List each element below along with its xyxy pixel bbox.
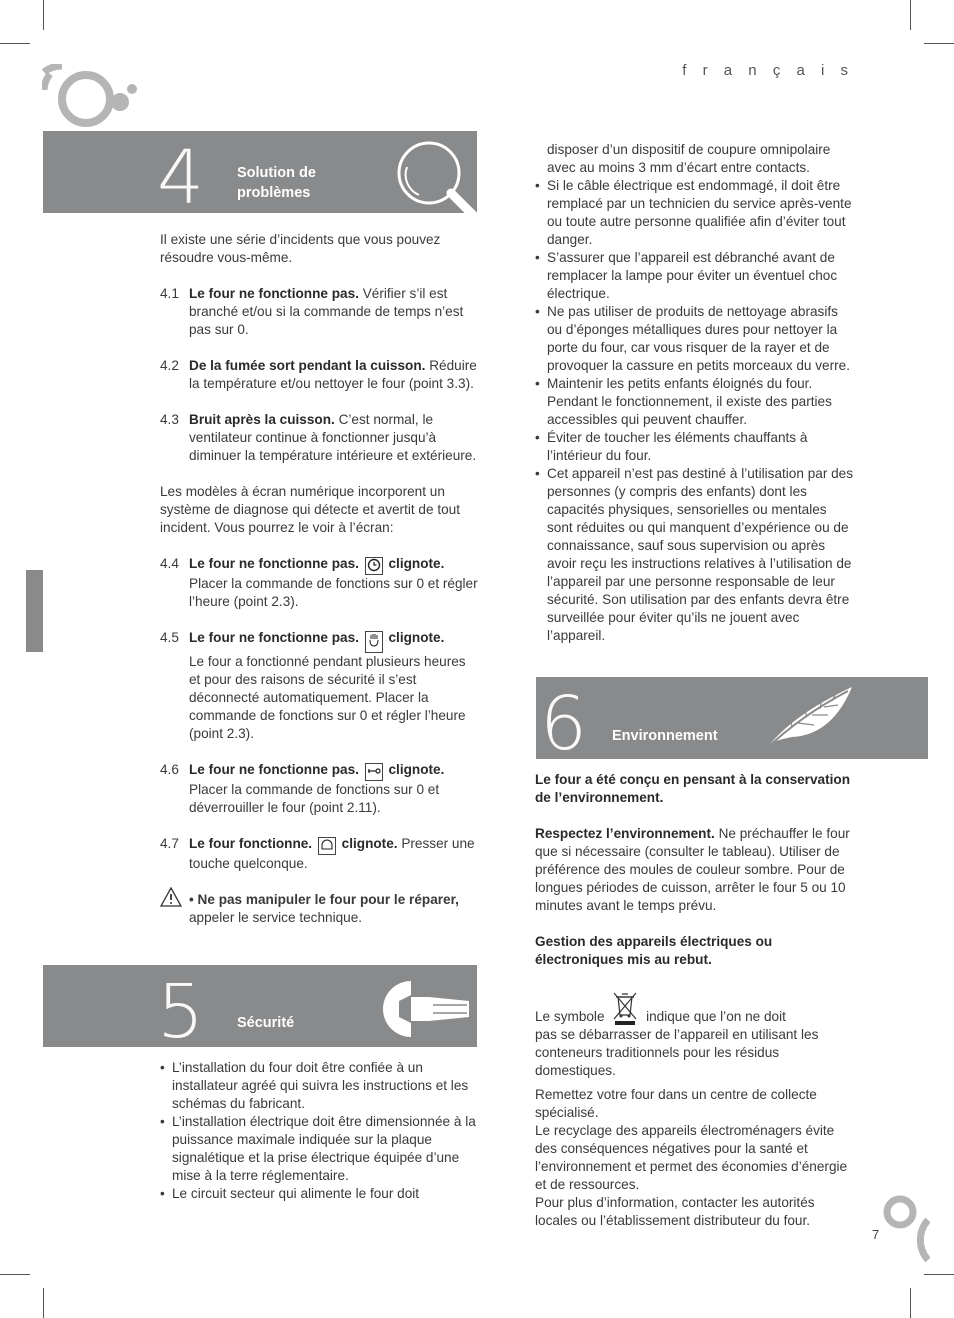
item-zero: 0 xyxy=(359,708,368,723)
crop-mark xyxy=(924,1274,954,1275)
item-number: 4.7 xyxy=(160,836,179,851)
list-item: • S’assurer que l’appareil est débranché avant de remplacer la lampe pour éviter un éventuel choc électrique. xyxy=(535,249,855,303)
section-title: Sécurité xyxy=(237,1015,295,1031)
list-item: • L’installation du four doit être confiée à un installateur agréé qui suivra les instructions et les schémas du fabricant. xyxy=(160,1059,478,1113)
oven-icon xyxy=(318,837,336,855)
logo-circles-icon xyxy=(882,1192,930,1262)
item-title: Le four ne fonctionne pas. xyxy=(189,630,359,645)
section-5-continued xyxy=(535,141,855,645)
item-title: Bruit après la cuisson. xyxy=(189,412,335,427)
list-item: • Éviter de toucher les éléments chauffants à l’intérieur du four. xyxy=(535,429,855,465)
list-item: • Ne pas utiliser de produits de nettoyage abrasifs ou d’éponges métalliques dures pour nettoyer la porte du four, car vous risquer de la rayer et de provoquer la cassure en petits morceaux du verre. xyxy=(535,303,855,375)
item-body xyxy=(189,835,478,873)
item-body xyxy=(189,357,478,393)
lead-text xyxy=(535,771,857,807)
crop-mark xyxy=(43,0,44,30)
item-status: clignote. xyxy=(388,630,445,645)
item-text: et régler l’heure (point 2.3). xyxy=(189,576,478,609)
item-status: clignote. xyxy=(388,556,445,571)
page-number: 7 xyxy=(872,1227,880,1242)
hand-icon xyxy=(365,631,383,653)
language-label: f r a n ç a i s xyxy=(682,62,854,79)
warning-note xyxy=(160,891,478,927)
item-body xyxy=(189,761,478,817)
symbol-text-before: Le symbole xyxy=(535,1009,605,1024)
weee-title xyxy=(535,933,857,969)
safety-list xyxy=(535,177,855,645)
item-end: . xyxy=(244,322,249,337)
section-number: 4 xyxy=(157,135,205,213)
respect-paragraph xyxy=(535,825,857,915)
item-number: 4.6 xyxy=(160,762,179,777)
list-item xyxy=(160,761,478,817)
section-4-body xyxy=(160,231,478,927)
safety-list xyxy=(160,1059,478,1203)
item-title: De la fumée sort pendant la cuisson. xyxy=(189,358,426,373)
respect-text: Ne préchauffer le four que si nécessaire (consulter le tableau). Utiliser de préférence des moules de couleur sombre. Pour de longues périodes de cuisson, arrêter le four 5 ou 10 minutes avant le temps prévu. xyxy=(535,826,850,913)
item-number: 4.1 xyxy=(160,286,179,301)
section-6-header xyxy=(536,677,928,759)
section-number: 6 xyxy=(540,681,588,759)
item-zero: 0 xyxy=(237,322,245,337)
symbol-text-after: indique que l’on ne doit xyxy=(646,1009,786,1024)
item-number: 4.5 xyxy=(160,630,179,645)
crossed-bin-icon xyxy=(612,991,638,1025)
lead-bold: Le four a été conçu en pensant à la conservation de l’environnement. xyxy=(535,772,851,805)
lock-key-icon xyxy=(365,763,383,781)
warning-text: appeler le service technique. xyxy=(189,910,363,925)
continuation-text: disposer d’un dispositif de coupure omnipolaire avec au moins 3 mm d’écart entre contacts. xyxy=(547,142,831,175)
section-6-body xyxy=(535,771,857,1230)
list-item xyxy=(160,835,478,873)
side-tab xyxy=(26,570,43,652)
item-title: Le four ne fonctionne pas. xyxy=(189,556,359,571)
item-body xyxy=(189,285,478,339)
list-item xyxy=(160,285,478,339)
item-number: 4.3 xyxy=(160,412,179,427)
item-text: Réduire la température et/ou nettoyer le four (point 3.3). xyxy=(189,358,477,391)
list-item xyxy=(160,357,478,393)
item-text: Le four a fonctionné pendant plusieurs heures et pour des raisons de sécurité il s’est déconnecté automatiquement. Placer la commande de fonctions sur xyxy=(189,654,466,723)
list-item: • Le circuit secteur qui alimente le four doit xyxy=(160,1185,478,1203)
crop-mark xyxy=(0,43,30,44)
warning-title: • Ne pas manipuler le four pour le réparer, xyxy=(189,892,459,907)
section-title-line: problèmes xyxy=(237,185,311,201)
respect-title: Respectez l’environnement. xyxy=(535,826,715,841)
warning-triangle-icon xyxy=(160,887,182,907)
list-item: • L’installation électrique doit être dimensionnée à la puissance maximale indiquée sur la plaque signalétique et la prise électrique équipée d’une mise à la terre réglementaire. xyxy=(160,1113,478,1185)
intro-text: Il existe une série d’incidents que vous pouvez résoudre vous-même. xyxy=(160,232,441,265)
item-body xyxy=(189,629,478,743)
crop-mark xyxy=(924,43,954,44)
list-item xyxy=(160,629,478,743)
item-title: Le four ne fonctionne pas. xyxy=(189,286,359,301)
logo-circles-icon xyxy=(42,64,142,134)
item-text: Placer la commande de fonctions sur xyxy=(189,782,417,797)
item-text: C’est normal, le ventilateur continue à fonctionner jusqu’à diminuer la température intérieure et extérieure. xyxy=(189,412,477,463)
item-zero: 0 xyxy=(416,576,424,591)
paragraph: Remettez votre four dans un centre de collecte spécialisé. xyxy=(535,1087,817,1120)
leaf-icon xyxy=(762,685,854,751)
item-number: 4.2 xyxy=(160,358,179,373)
item-status: clignote. xyxy=(388,762,445,777)
item-text: et déverrouiller le four (point 2.11). xyxy=(189,782,440,815)
symbol-paragraph xyxy=(535,991,857,1080)
list-item: • Cet appareil n’est pas destiné à l’utilisation par des personnes (y compris des enfants) dont les capacités physiques, sensorielles ou mentales sont réduites ou qui manquent d’expérience ou de connaissance, sauf sous supervision ou après avoir reçu les instructions relatives à l’utilisation de l’appareil par une personne responsable de leur sécurité. Son utilisation par des enfants devra être surveillée pour éviter qu’ils ne jouent avec l’appareil. xyxy=(535,465,855,645)
section-title: Environnement xyxy=(612,728,718,744)
item-text: et régler l’heure (point 2.3). xyxy=(189,708,466,741)
crop-mark xyxy=(910,0,911,30)
item-body xyxy=(189,411,478,465)
list-item: • Si le câble électrique est endommagé, il doit être remplacé par un technicien du service après-vente ou toute autre personne qualifiée afin d’éviter tout danger. xyxy=(535,177,855,249)
list-item: • Maintenir les petits enfants éloignés du four. Pendant le fonctionnement, il existe des parties accessibles qui peuvent chauffer. xyxy=(535,375,855,429)
item-text: Vérifier s’il est branché et/ou si la commande de temps n’est pas sur xyxy=(189,286,464,337)
item-body xyxy=(189,555,478,611)
item-title: Le four ne fonctionne pas. xyxy=(189,762,359,777)
item-title: Le four fonctionne. xyxy=(189,836,313,851)
section-5-header xyxy=(43,965,477,1047)
section-5-body xyxy=(160,1059,478,1203)
item-zero: 0 xyxy=(416,782,424,797)
section-4-header xyxy=(43,131,477,213)
section-number: 5 xyxy=(157,969,205,1047)
diagnosis-text: Les modèles à écran numérique incorporent un système de diagnose qui détecte et avertit de tout incident. Vous pourrez le voir à l’écran: xyxy=(160,484,461,535)
item-text: Presser une touche quelconque. xyxy=(189,836,475,871)
list-item xyxy=(160,411,478,465)
clock-icon xyxy=(365,557,383,575)
crop-mark xyxy=(0,1274,30,1275)
weee-title-bold: Gestion des appareils électriques ou électroniques mis au rebut. xyxy=(535,934,773,967)
section-title xyxy=(237,163,316,203)
magnifier-icon xyxy=(393,139,477,213)
list-item xyxy=(160,555,478,611)
symbol-text-rest: pas se débarrasser de l’appareil en utilisant les conteneurs traditionnels pour les résidus domestiques. xyxy=(535,1027,819,1078)
crop-mark xyxy=(43,1288,44,1318)
item-number: 4.4 xyxy=(160,556,179,571)
item-text: Placer la commande de fonctions sur xyxy=(189,576,417,591)
paragraph: Pour plus d’information, contacter les autorités locales ou l’établissement distributeur du four. xyxy=(535,1195,815,1228)
wrench-icon xyxy=(371,977,471,1041)
paragraph: Le recyclage des appareils électroménagers évite des conséquences négatives pour la santé et l’environnement et permet des économies d’énergie et de ressources. xyxy=(535,1123,848,1192)
crop-mark xyxy=(910,1288,911,1318)
item-status: clignote. xyxy=(341,836,398,851)
section-title-line: Solution de xyxy=(237,165,316,181)
